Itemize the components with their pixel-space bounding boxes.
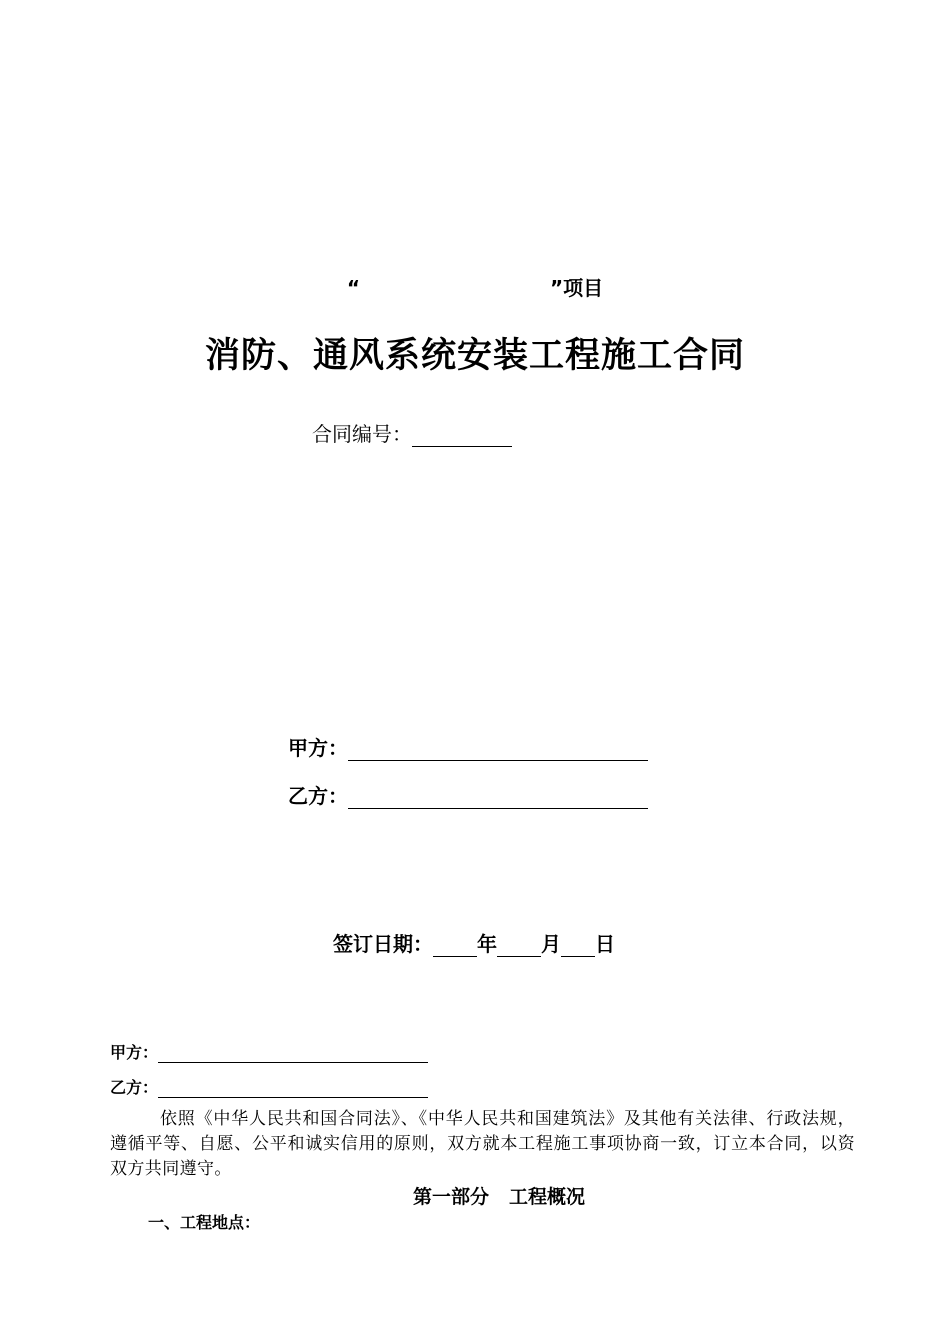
- intro-paragraph: 依照《中华人民共和国合同法》、《中华人民共和国建筑法》及其他有关法律、行政法规，遵循平等、自愿、公平和诚实信用的原则，双方就本工程施工事项协商一致，订立本合同，以资双方共同遵守。: [110, 1109, 855, 1179]
- cover-party-a-label: 甲方：: [288, 736, 348, 760]
- body-party-a-blank[interactable]: [158, 1043, 428, 1063]
- sign-year-blank[interactable]: [433, 934, 477, 957]
- section-part-label: 第一部分: [413, 1186, 490, 1208]
- project-open-quote: “: [346, 276, 360, 300]
- body-party-b-label: 乙方：: [110, 1078, 159, 1097]
- contract-number-blank[interactable]: [412, 424, 512, 447]
- body-party-a-line: [110, 1040, 428, 1063]
- body-party-b-blank[interactable]: [158, 1078, 428, 1098]
- project-suffix: 项目: [563, 276, 604, 300]
- cover-party-b-label: 乙方：: [288, 784, 348, 808]
- contract-number-label: 合同编号：: [312, 422, 412, 446]
- cover-party-a-line: [288, 732, 648, 761]
- body-party-b-line: [110, 1075, 428, 1098]
- body-party-a-label: 甲方：: [110, 1043, 159, 1062]
- cover-party-a-blank[interactable]: [348, 738, 648, 761]
- cover-party-b-blank[interactable]: [348, 786, 648, 809]
- subsection-project-location: 一、工程地点：: [148, 1213, 261, 1232]
- contract-number-line: [312, 418, 512, 447]
- sign-date-line: [333, 928, 615, 957]
- project-name-line: [0, 272, 950, 301]
- year-label: 年: [477, 932, 497, 956]
- cover-party-b-line: [288, 780, 648, 809]
- contract-title: 消防、通风系统安装工程施工合同: [204, 335, 745, 376]
- section-name-label: 工程概况: [509, 1186, 586, 1208]
- sign-date-label: 签订日期：: [333, 932, 433, 956]
- sign-day-blank[interactable]: [561, 934, 595, 957]
- sign-month-blank[interactable]: [497, 934, 541, 957]
- project-close-quote: ”: [550, 276, 564, 300]
- section-heading: [413, 1182, 585, 1209]
- day-label: 日: [595, 932, 615, 956]
- month-label: 月: [541, 932, 561, 956]
